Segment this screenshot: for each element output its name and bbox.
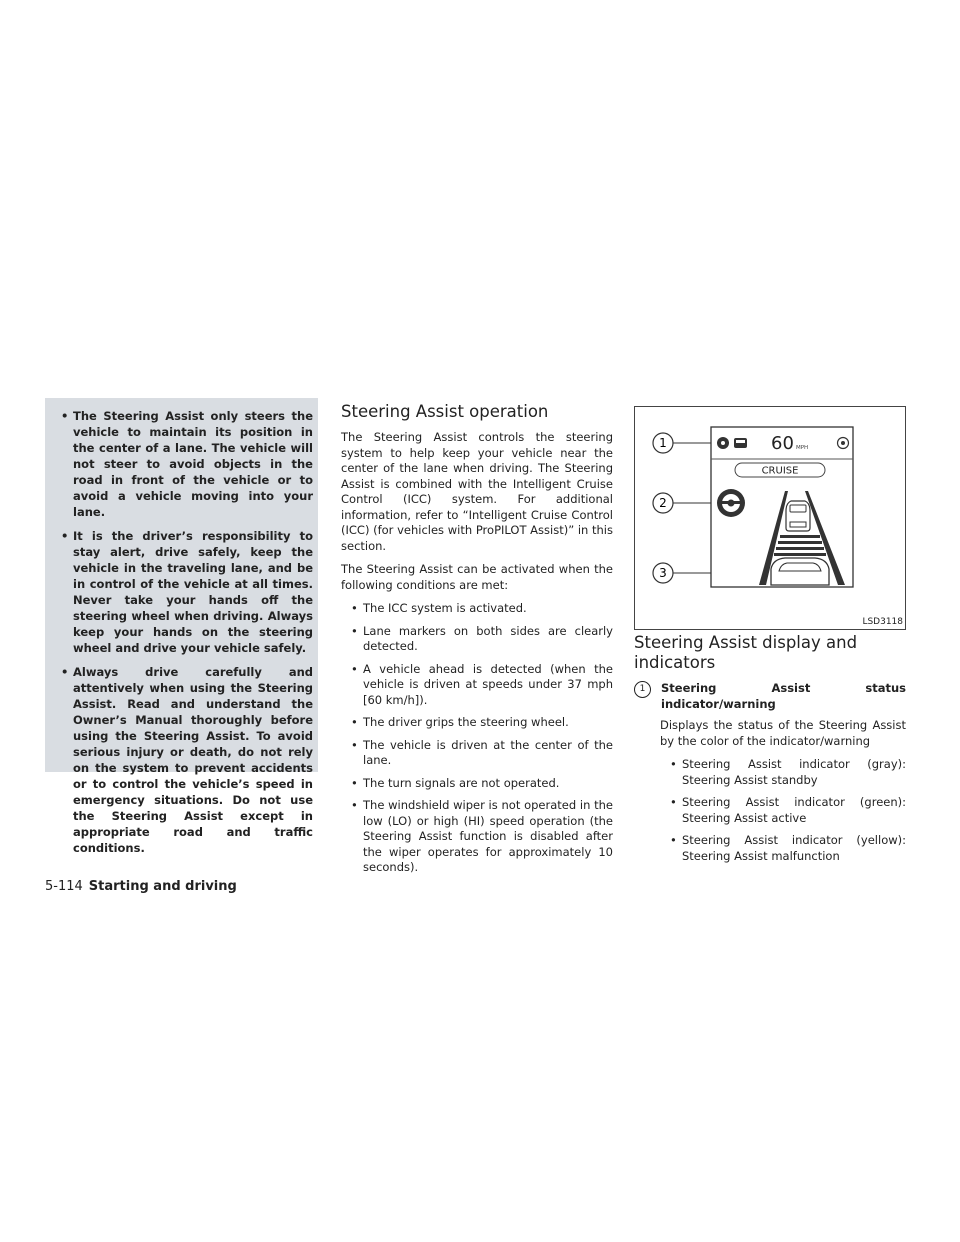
display-heading: Steering Assist display and indicators <box>634 633 858 672</box>
speed-unit: MPH <box>796 445 809 451</box>
own-vehicle-icon <box>771 558 829 585</box>
callout-2-label: 2 <box>659 496 667 510</box>
distance-bar <box>778 541 822 544</box>
list-item: • The vehicle is driven at the center of the lane. <box>341 738 613 769</box>
item-description: Displays the status of the Steering Assist by the color of the indicator/warning <box>660 718 906 748</box>
conditions-intro: The Steering Assist can be activated when the following conditions are met: <box>341 562 613 592</box>
item-body <box>634 718 906 864</box>
callout-3-label: 3 <box>659 566 667 580</box>
item-number-badge: 1 <box>634 681 651 698</box>
item-header <box>634 681 906 712</box>
distance-bar <box>774 553 826 556</box>
distance-bar <box>776 547 824 550</box>
operation-paragraph: The Steering Assist controls the steering system to help keep your vehicle near the center of the lane when driving. The Steering Assist is combined with the Intelligent Cruise Control (ICC) system. For additional information, refer to “Intelligent Cruise Control (ICC) (for vehicles with ProPILOT Assist)” in this section. <box>341 430 613 553</box>
states-list <box>660 757 906 864</box>
page-number: 5-114 <box>45 879 83 894</box>
cruise-label: CRUISE <box>761 465 799 477</box>
car-ahead-icon <box>786 501 810 531</box>
warning-item: • The Steering Assist only steers the vehicle to maintain its position in the center of a lane. The vehicle will not steer to avoid objects in the road in front of the vehicle or to avoid a vehicle moving into your lane. <box>57 408 313 520</box>
list-item: • Steering Assist indicator (green): Steering Assist active <box>660 795 906 826</box>
section-name: Starting and driving <box>88 879 237 894</box>
steering-assist-small-icon <box>717 437 729 449</box>
item-title: Steering Assist status indicator/warning <box>661 681 906 711</box>
list-item: • Steering Assist indicator (yellow): Steering Assist malfunction <box>660 833 906 864</box>
list-item: • The driver grips the steering wheel. <box>341 715 613 731</box>
warning-item: • It is the driver’s responsibility to stay alert, drive safely, keep the vehicle in the traveling lane, and be in control of the vehicle at all times. Never take your hands off the steering wheel when driving. Always keep your hands on the steering wheel and drive your vehicle safely. <box>57 528 313 656</box>
warning-box <box>45 398 318 855</box>
warning-item: • Always drive carefully and attentively when using the Steering Assist. Read and understand the Owner’s Manual thoroughly before using the Steering Assist. To avoid serious injury or death, do not rely on the system to prevent accidents or to control the vehicle’s speed in emergency situations. Do not use the Steering Assist except in appropriate road and traffic conditions. <box>57 664 313 856</box>
list-item: • A vehicle ahead is detected (when the vehicle is driven at speeds under 37 mph [60 km/h]). <box>341 662 613 709</box>
vehicle-ahead-icon <box>734 438 747 448</box>
steering-assist-indicator-icon <box>717 489 745 517</box>
figure-code: LSD3118 <box>862 617 903 627</box>
display-svg <box>635 407 905 629</box>
operation-section <box>341 402 613 883</box>
conditions-list <box>341 601 613 876</box>
list-item: • The turn signals are not operated. <box>341 776 613 792</box>
distance-bar <box>780 535 820 538</box>
callout-1-label: 1 <box>659 436 667 450</box>
page-footer <box>45 879 237 894</box>
list-item: • Lane markers on both sides are clearly detected. <box>341 624 613 655</box>
list-item: • The windshield wiper is not operated in the low (LO) or high (HI) speed operation (the Steering Assist function is disabled after the wiper operates for approximately 10 seconds). <box>341 798 613 876</box>
speed-value: 60 <box>771 433 794 454</box>
list-item: • Steering Assist indicator (gray): Steering Assist standby <box>660 757 906 788</box>
list-item: • The ICC system is activated. <box>341 601 613 617</box>
display-illustration <box>634 406 906 630</box>
display-section <box>634 633 906 871</box>
operation-heading: Steering Assist operation <box>341 402 549 421</box>
